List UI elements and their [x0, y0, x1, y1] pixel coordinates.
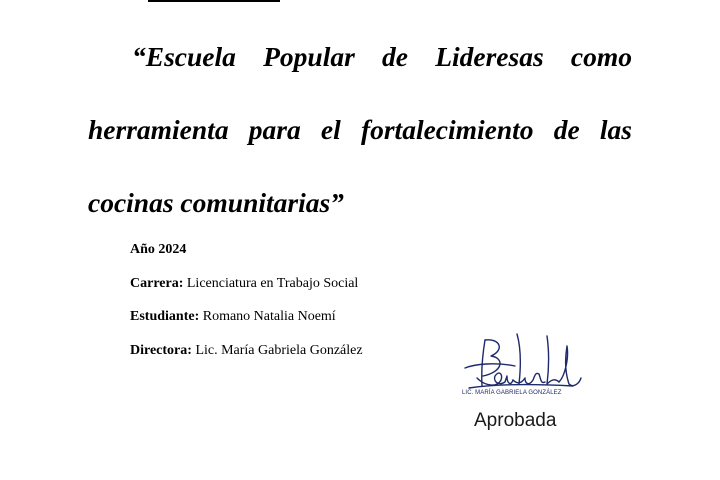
student-value: Romano Natalia Noemí	[202, 309, 336, 324]
approval-status: Aprobada	[474, 410, 557, 431]
document-metadata	[130, 233, 363, 367]
year-label: Año 2024	[130, 242, 187, 257]
document-title-text: “Escuela Popular de Lideresas como herramienta para el fortalecimiento de las cocinas comunitarias”	[88, 41, 632, 218]
student-label: Estudiante:	[130, 309, 200, 324]
career-row	[130, 267, 363, 301]
handwritten-signature	[455, 328, 585, 406]
career-value: Licenciatura en Trabajo Social	[186, 275, 359, 291]
document-title	[88, 20, 632, 239]
top-rule	[148, 0, 280, 2]
career-label: Carrera:	[130, 275, 184, 291]
student-row	[130, 300, 363, 334]
signature-printed-name: LIC. MARÍA GABRIELA GONZÁLEZ	[462, 390, 562, 396]
director-label: Directora:	[130, 342, 192, 358]
director-row	[130, 334, 363, 368]
year-row	[130, 233, 363, 267]
director-value: Lic. María Gabriela González	[195, 342, 363, 358]
